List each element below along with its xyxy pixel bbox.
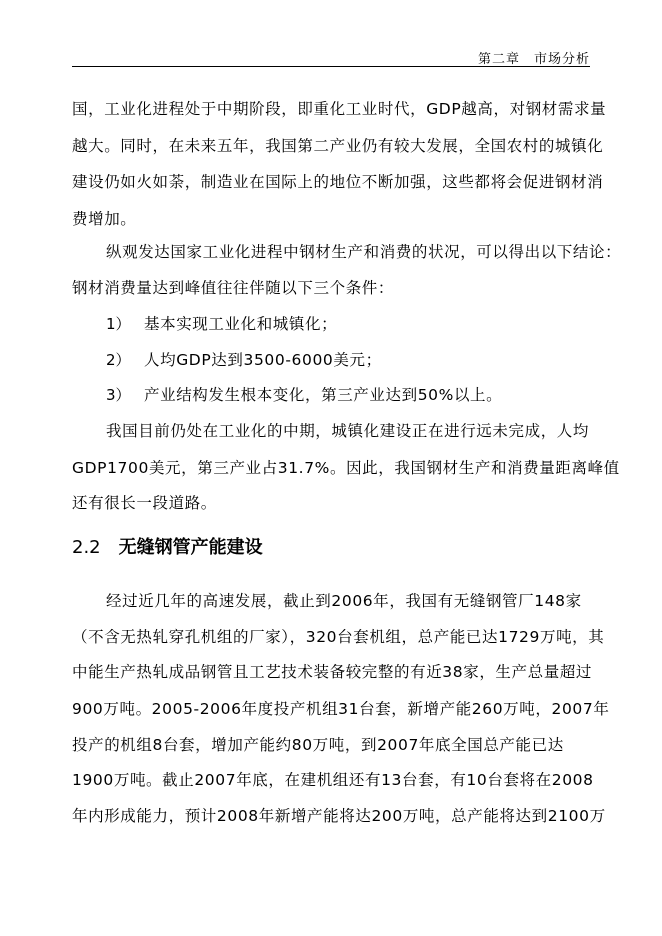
- page-header: [72, 46, 590, 67]
- chapter-title: 第二章 市场分析: [477, 52, 590, 67]
- list-item-text: 人均GDP达到3500-6000美元；: [144, 351, 382, 369]
- body-line: （不含无热轧穿孔机组的厂家），320台套机组，总产能已达1729万吨，其: [72, 628, 605, 646]
- body-line: 国，工业化进程处于中期阶段，即重化工业时代，GDP越高，对钢材需求量: [72, 100, 607, 118]
- body-line: 越大。同时，在未来五年，我国第二产业仍有较大发展，全国农村的城镇化: [72, 137, 604, 155]
- list-number: 2）: [106, 351, 131, 369]
- body-line: 钢材消费量达到峰值往往伴随以下三个条件：: [72, 279, 395, 297]
- body-line: 费增加。: [72, 210, 137, 228]
- body-line: 年内形成能力，预计2008年新增产能将达200万吨，总产能将达到2100万: [72, 807, 606, 825]
- body-line: 还有很长一段道路。: [72, 494, 217, 512]
- list-item-text: 产业结构发生根本变化，第三产业达到50%以上。: [144, 386, 503, 404]
- body-line: 经过近几年的高速发展，截止到2006年，我国有无缝钢管厂148家: [106, 592, 582, 610]
- list-number: 3）: [106, 386, 131, 404]
- body-line: 纵观发达国家工业化进程中钢材生产和消费的状况，可以得出以下结论：: [106, 243, 622, 261]
- section-title: 无缝钢管产能建设: [118, 537, 263, 558]
- body-line: 900万吨。2005-2006年度投产机组31台套，新增产能260万吨，2007年: [72, 700, 610, 718]
- body-line: 我国目前仍处在工业化的中期，城镇化建设正在进行远未完成，人均: [106, 422, 590, 440]
- body-line: 中能生产热轧成品钢管且工艺技术装备较完整的有近38家，生产总量超过: [72, 663, 593, 681]
- body-line: GDP1700美元，第三产业占31.7%。因此，我国钢材生产和消费量距离峰值: [72, 459, 620, 477]
- section-number: 2.2: [72, 537, 101, 558]
- section-heading: [72, 533, 263, 559]
- list-number: 1）: [106, 315, 131, 333]
- body-line: 建设仍如火如荼，制造业在国际上的地位不断加强，这些都将会促进钢材消: [72, 173, 604, 191]
- body-line: 投产的机组8台套，增加产能约80万吨，到2007年底全国总产能已达: [72, 736, 564, 754]
- list-item-text: 基本实现工业化和城镇化；: [144, 315, 338, 333]
- body-line: 1900万吨。截止2007年底，在建机组还有13台套，有10台套将在2008: [72, 771, 594, 789]
